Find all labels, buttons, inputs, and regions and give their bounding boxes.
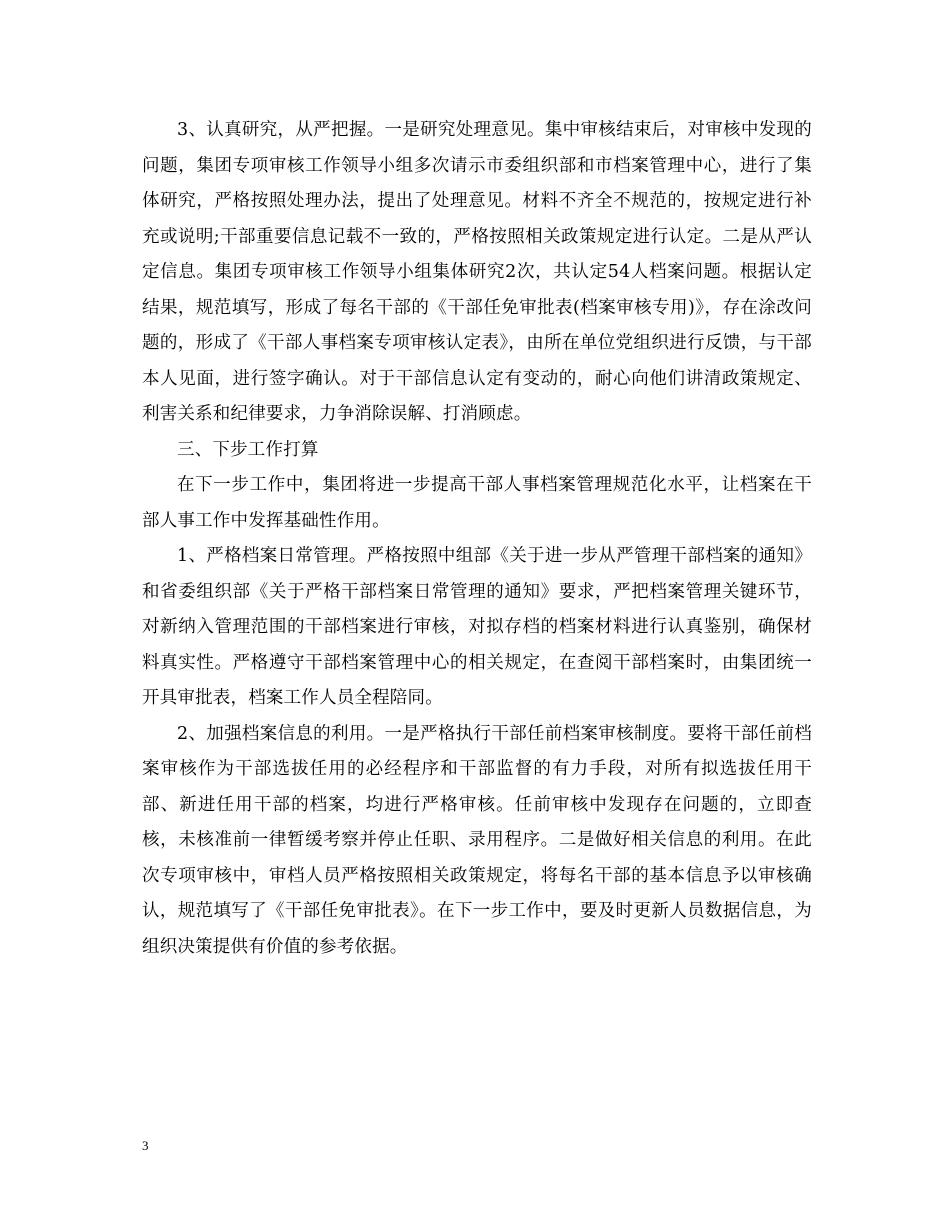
paragraph-information-use: 2、加强档案信息的利用。一是严格执行干部任前档案审核制度。要将干部任前档案审核作为干部选拔任用的必经程序和干部监督的有力手段，对所有拟选拔任用干部、新进任用干部的档案，均进行严格审核。任前审核中发现存在问题的，立即查核，未核准前一律暂缓考察并停止任职、录用程序。二是做好相关信息的利用。在此次专项审核中，审档人员严格按照相关政策规定，将每名干部的基本信息予以审核确认，规范填写了《干部任免审批表》。在下一步工作中，要及时更新人员数据信息，为组织决策提供有价值的参考依据。 [142, 723, 812, 957]
section-heading-next-steps: 三、下步工作打算 [177, 439, 319, 460]
document-body [142, 113, 812, 965]
paragraph-review-research: 3、认真研究，从严把握。一是研究处理意见。集中审核结束后，对审核中发现的问题，集团专项审核工作领导小组多次请示市委组织部和市档案管理中心，进行了集体研究，严格按照处理办法，提出了处理意见。材料不齐全不规范的，按规定进行补充或说明;干部重要信息记载不一致的，严格按照相关政策规定进行认定。二是从严认定信息。集团专项审核工作领导小组集体研究2次，共认定54人档案问题。根据认定结果，规范填写，形成了每名干部的《干部任免审批表(档案审核专用)》，存在涂改问题的，形成了《干部人事档案专项审核认定表》，由所在单位党组织进行反馈，与干部本人见面，进行签字确认。对于干部信息认定有变动的，耐心向他们讲清政策规定、利害关系和纪律要求，力争消除误解、打消顾虑。 [142, 120, 812, 424]
page-number: 3 [142, 1138, 149, 1153]
paragraph-next-steps-intro: 在下一步工作中，集团将进一步提高干部人事档案管理规范化水平，让档案在干部人事工作中发挥基础性作用。 [142, 475, 812, 531]
paragraph-daily-management: 1、严格档案日常管理。严格按照中组部《关于进一步从严管理干部档案的通知》和省委组织部《关于严格干部档案日常管理的通知》要求，严把档案管理关键环节，对新纳入管理范围的干部档案进行审核，对拟存档的档案材料进行认真鉴别，确保材料真实性。严格遵守干部档案管理中心的相关规定，在查阅干部档案时，由集团统一开具审批表，档案工作人员全程陪同。 [142, 546, 812, 708]
